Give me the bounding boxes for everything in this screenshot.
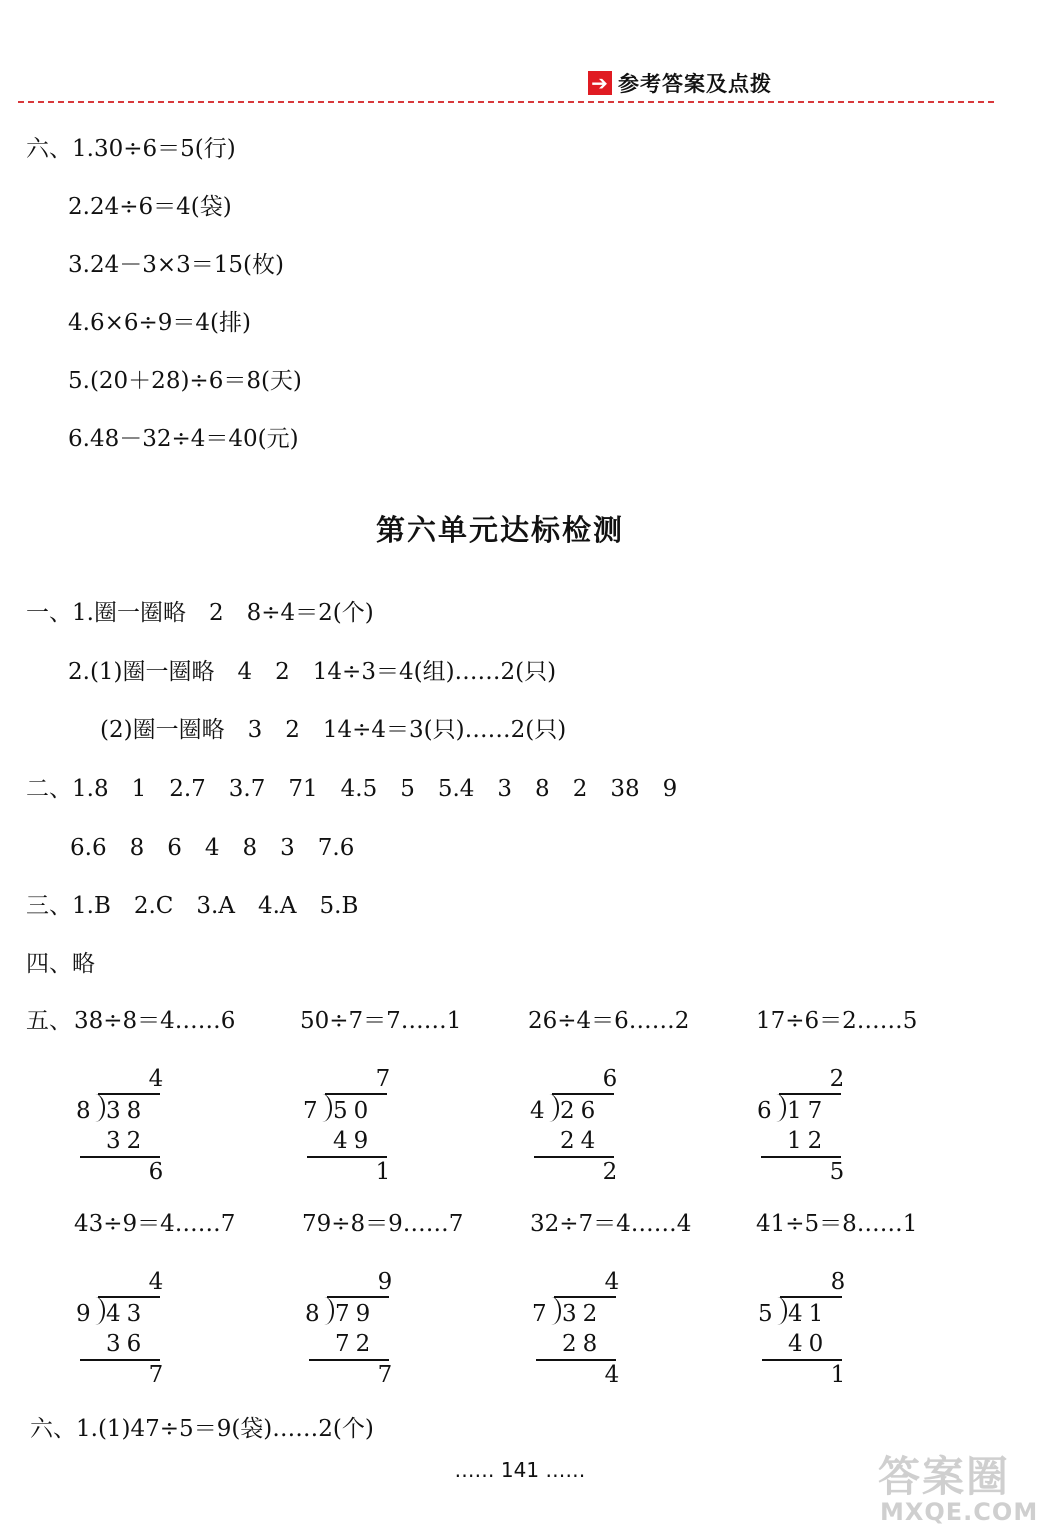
dividend: 79 xyxy=(335,1301,377,1327)
answer-line: 6.6 8 6 4 8 3 7.6 xyxy=(70,835,355,861)
long-division xyxy=(76,1068,196,1198)
answer-line: 六、1.(1)47÷5＝9(袋)……2(个) xyxy=(30,1416,374,1442)
header-title: 参考答案及点拨 xyxy=(618,72,772,96)
dividend: 43 xyxy=(106,1301,148,1327)
division-equation: 26÷4＝6……2 xyxy=(528,1008,690,1034)
page-number: …… 141 …… xyxy=(454,1458,586,1482)
product: 12 xyxy=(787,1128,829,1154)
answer-line: 三、1.B 2.C 3.A 4.A 5.B xyxy=(26,893,359,919)
dividend: 41 xyxy=(788,1301,830,1327)
dividend: 38 xyxy=(106,1098,148,1124)
question-label: 五、 xyxy=(26,1008,72,1034)
division-equation: 38÷8＝4……6 xyxy=(74,1008,236,1034)
answer-line: 2.24÷6＝4(袋) xyxy=(68,194,232,220)
quotient: 4 xyxy=(604,1269,620,1295)
division-equation: 79÷8＝9……7 xyxy=(302,1211,464,1237)
remainder: 1 xyxy=(375,1159,391,1185)
answer-line: (2)圈一圈略 3 2 14÷4＝3(只)……2(只) xyxy=(100,717,567,743)
product: 72 xyxy=(335,1331,377,1357)
remainder: 5 xyxy=(829,1159,845,1185)
divisor: 7 xyxy=(303,1098,318,1124)
division-equation: 43÷9＝4……7 xyxy=(74,1211,236,1237)
product: 28 xyxy=(562,1331,604,1357)
right-arrow-icon: ➔ xyxy=(588,71,612,95)
watermark-site-text: MXQE.COM xyxy=(880,1498,1039,1526)
long-division xyxy=(76,1271,196,1401)
watermark-logo-text: 答案圈 xyxy=(878,1452,1011,1501)
divisor: 4 xyxy=(530,1098,545,1124)
dividend: 50 xyxy=(333,1098,375,1124)
divisor: 5 xyxy=(758,1301,773,1327)
answer-line: 3.24－3×3＝15(枚) xyxy=(68,252,284,278)
remainder: 2 xyxy=(602,1159,618,1185)
dividend: 26 xyxy=(560,1098,602,1124)
watermark-logo xyxy=(872,1444,1040,1532)
product: 49 xyxy=(333,1128,375,1154)
answer-line: 5.(20＋28)÷6＝8(天) xyxy=(68,368,302,394)
header-divider xyxy=(18,101,994,103)
divisor: 8 xyxy=(305,1301,320,1327)
divisor: 7 xyxy=(532,1301,547,1327)
product: 24 xyxy=(560,1128,602,1154)
quotient: 4 xyxy=(148,1269,164,1295)
long-division xyxy=(303,1068,423,1198)
quotient: 9 xyxy=(377,1269,393,1295)
remainder: 1 xyxy=(830,1362,846,1388)
remainder: 6 xyxy=(148,1159,164,1185)
quotient: 8 xyxy=(830,1269,846,1295)
divisor: 6 xyxy=(757,1098,772,1124)
division-equation: 50÷7＝7……1 xyxy=(300,1008,462,1034)
remainder: 7 xyxy=(148,1362,164,1388)
section-title: 第六单元达标检测 xyxy=(375,513,624,547)
long-division xyxy=(757,1068,877,1198)
answer-line: 6.48－32÷4＝40(元) xyxy=(68,426,299,452)
quotient: 7 xyxy=(375,1066,391,1092)
answer-line: 四、略 xyxy=(26,951,95,977)
dividend: 17 xyxy=(787,1098,829,1124)
dividend: 32 xyxy=(562,1301,604,1327)
divisor: 8 xyxy=(76,1098,91,1124)
divisor: 9 xyxy=(76,1301,91,1327)
answer-line: 4.6×6÷9＝4(排) xyxy=(68,310,251,336)
product: 36 xyxy=(106,1331,148,1357)
remainder: 4 xyxy=(604,1362,620,1388)
answer-line: 一、1.圈一圈略 2 8÷4＝2(个) xyxy=(26,600,374,626)
remainder: 7 xyxy=(377,1362,393,1388)
quotient: 4 xyxy=(148,1066,164,1092)
division-equation: 32÷7＝4……4 xyxy=(530,1211,692,1237)
long-division xyxy=(530,1068,650,1198)
page-header xyxy=(588,68,772,98)
long-division xyxy=(305,1271,425,1401)
long-division xyxy=(532,1271,652,1401)
answer-line: 二、1.8 1 2.7 3.7 71 4.5 5 5.4 3 8 2 38 9 xyxy=(26,776,678,802)
product: 32 xyxy=(106,1128,148,1154)
product: 40 xyxy=(788,1331,830,1357)
quotient: 2 xyxy=(829,1066,845,1092)
division-equation: 17÷6＝2……5 xyxy=(756,1008,918,1034)
quotient: 6 xyxy=(602,1066,618,1092)
answer-line: 2.(1)圈一圈略 4 2 14÷3＝4(组)……2(只) xyxy=(68,659,557,685)
long-division xyxy=(758,1271,878,1401)
division-equation: 41÷5＝8……1 xyxy=(756,1211,918,1237)
answer-line: 六、1.30÷6＝5(行) xyxy=(26,136,236,162)
